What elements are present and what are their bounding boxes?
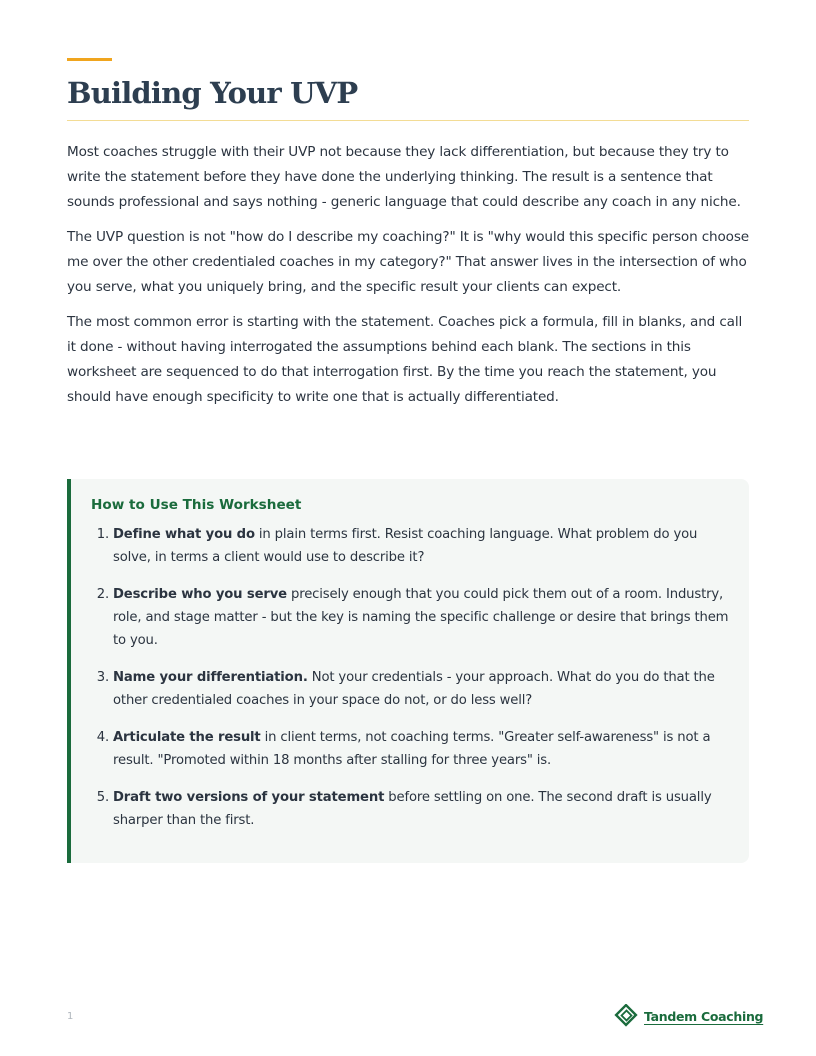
step-item	[91, 583, 731, 652]
title-accent-bar	[67, 58, 112, 61]
step-item	[91, 523, 731, 569]
diamond-logo-icon	[614, 1004, 640, 1028]
step-lead: Define what you do	[113, 527, 255, 542]
brand-name: Tandem Coaching	[644, 1008, 764, 1024]
callout-title: How to Use This Worksheet	[91, 497, 302, 513]
step-number: 4.	[96, 730, 109, 745]
step-text: in plain terms first. Resist coaching language. What problem do you solve, in terms a client would use to describe it?	[113, 527, 698, 565]
step-lead: Draft two versions of your statement	[113, 790, 385, 805]
step-text: precisely enough that you could pick them out of a room. Industry, role, and stage matter - but the key is naming the specific challenge or desire that brings them to you.	[113, 587, 729, 648]
step-number: 3.	[96, 670, 109, 685]
step-text: in client terms, not coaching terms. "Greater self-awareness" is not a result. "Promoted within 18 months after stalling for three years" is.	[113, 730, 711, 768]
step-number: 2.	[96, 587, 109, 602]
brand-logo	[614, 1004, 763, 1028]
page-number: 1	[67, 1011, 74, 1022]
step-lead: Describe who you serve	[113, 587, 287, 602]
intro-section	[67, 140, 749, 420]
step-lead: Name your differentiation.	[113, 670, 308, 685]
step-item	[91, 786, 731, 832]
how-to-callout	[67, 479, 749, 863]
step-item	[91, 666, 731, 712]
intro-paragraph: The UVP question is not "how do I describe my coaching?" It is "why would this specific person choose me over the other credentialed coaches in my category?" That answer lives in the intersection of who you serve, what you uniquely bring, and the specific result your clients can expect.	[67, 229, 749, 295]
page-title: Building Your UVP	[67, 76, 358, 110]
steps-list	[91, 523, 731, 846]
step-lead: Articulate the result	[113, 730, 261, 745]
title-divider	[67, 120, 749, 121]
step-text: before settling on one. The second draft is usually sharper than the first.	[113, 790, 712, 828]
step-number: 1.	[96, 527, 109, 542]
intro-paragraph: Most coaches struggle with their UVP not because they lack differentiation, but because they try to write the statement before they have done the underlying thinking. The result is a sentence that sounds professional and says nothing - generic language that could describe any coach in any niche.	[67, 144, 741, 210]
intro-paragraph: The most common error is starting with the statement. Coaches pick a formula, fill in blanks, and call it done - without having interrogated the assumptions behind each blank. The sections in this worksheet are sequenced to do that interrogation first. By the time you reach the statement, you should have enough specificity to write one that is actually differentiated.	[67, 314, 743, 405]
step-text: Not your credentials - your approach. What do you do that the other credentialed coaches in your space do not, or do less well?	[113, 670, 715, 708]
step-item	[91, 726, 731, 772]
step-number: 5.	[96, 790, 109, 805]
